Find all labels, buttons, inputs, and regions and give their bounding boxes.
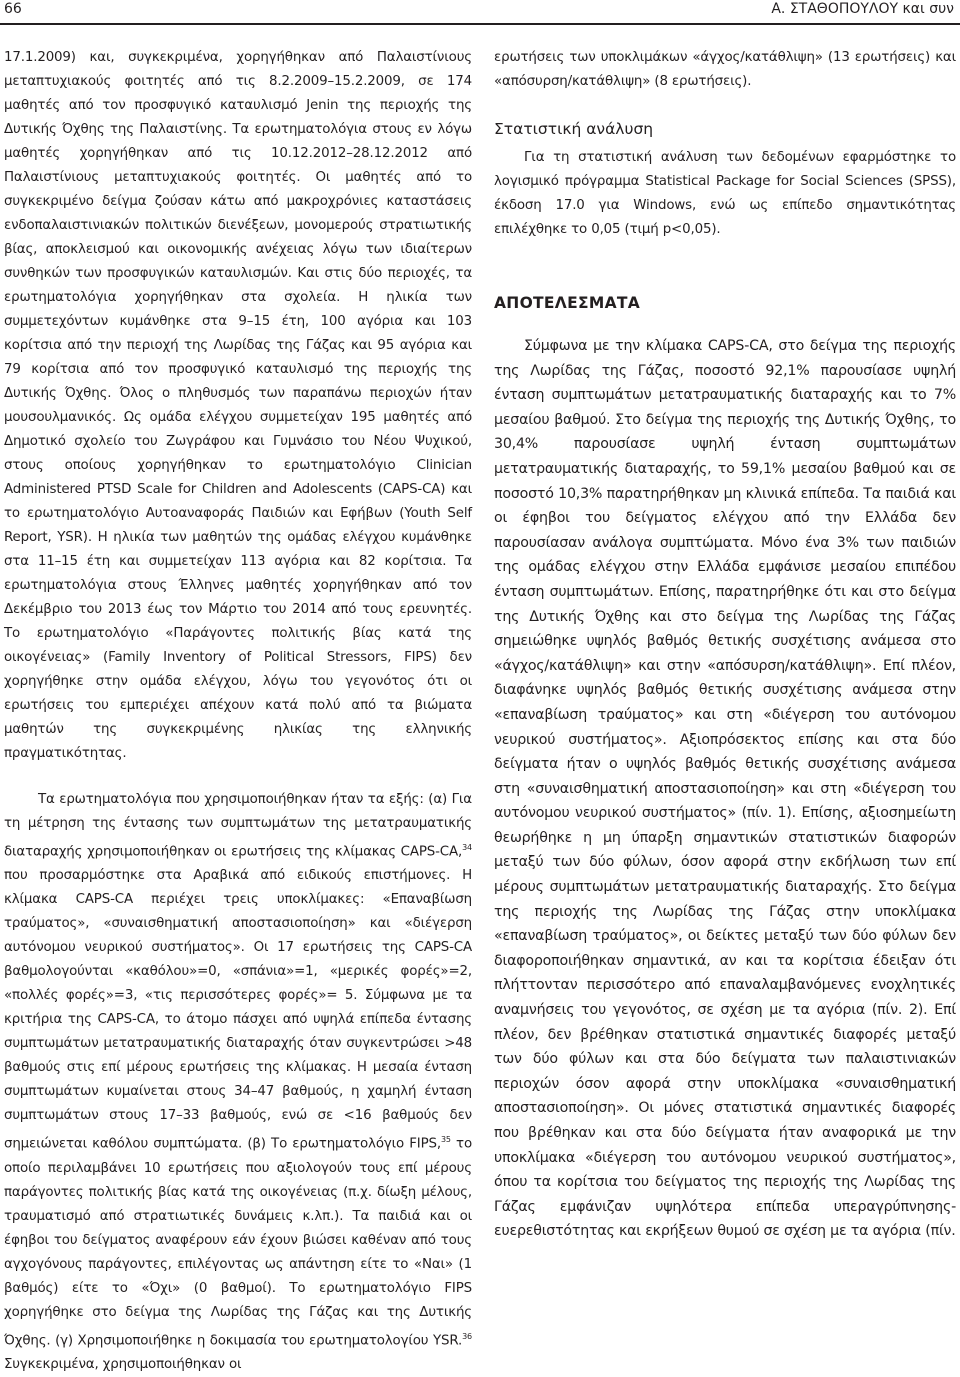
reference-36: 36	[462, 1331, 472, 1341]
instruments-text-b: που προσαρμόστηκε στα Αραβικά από ειδικούς επιστήμονες. Η κλίμακα CAPS-CA περιέχει τρεις υποκλίμακες: «Επαναβίωση τραύματος», «συναισθηματική αποστασιοποίηση» και «διέγερση αυτόνομου νευρικού συστήματος». Οι 17 ερωτήσεις της CAPS-CA βαθμολογούνται «καθόλου»=0, «σπάνια»=1, «μερικές φορές»=2, «πολλές φορές»=3, «τις περισσότερες φορές»= 5. Σύμφωνα με τα κριτήρια της CAPS-CA, το άτομο πάσχει από υψηλά επίπεδα έντασης συμπτωμάτων μετατραυματικής διαταραχής όταν συγκεντρώσει >48 βαθμούς στις επί μέρους ερωτήσεις της κλίμακας. Η μεσαία ένταση συμπτωμάτων κυμαίνεται στους 34–47 βαθμούς, η χαμηλή ένταση συμπτωμάτων στους 17–33 βαθμούς, ενώ σε <16 βαθμούς δεν σημειώνεται καθόλου συμπτώματα. (β) Το ερωτηματολόγιο FIPS,	[4, 868, 472, 1152]
participants-paragraph: 17.1.2009) και, συγκεκριμένα, χορηγήθηκαν από Παλαιστίνιους μεταπτυχιακούς φοιτητές από τις 8.2.2009–15.2.2009, σε 174 μαθητές από τον προσφυγικό καταυλισμό Jenin της περιοχής της Δυτικής Όχθης της Παλαιστίνης. Τα ερωτηματολόγια στους εν λόγω μαθητές χορηγήθηκαν από τις 10.12.2012–28.12.2012 από Παλαιστίνιους μεταπτυχιακούς φοιτητές. Οι μαθητές από το συγκεκριμένο δείγμα ζούσαν κάτω από μακροχρόνιες καταστάσεις ενδοπαλαιστινιακών πολιτικών διενέξεων, μονομερούς στρατιωτικής βίας, αποκλεισμού και οικονομικής ανέχειας λόγω των ιδιαίτερων συνθηκών των προσφυγικών καταυλισμών. Και στις δύο περιοχές, τα ερωτηματολόγια χορηγήθηκαν στα σχολεία. Η ηλικία των συμμετεχόντων κυμάνθηκε στα 9–15 έτη, 100 αγόρια και 103 κορίτσια από την περιοχή της Λωρίδας της Γάζας και 95 αγόρια και 79 κορίτσια από τον προσφυγικό καταυλισμό της περιοχής της Δυτικής Όχθης. Όλος ο πληθυσμός των παραπάνω περιοχών ήταν μουσουλμανικός. Ως ομάδα ελέγχου συμμετείχαν 195 μαθητές από Δημοτικό σχολείο του Ζωγράφου και Γυμνάσιο του Νέου Ψυχικού, στους οποίους χορηγήθηκαν το ερωτηματολόγιο Clinician Administered PTSD Scale for Children and Adolescents (CAPS-CA) και το ερωτηματολόγιο Αυτοαναφοράς Παιδιών και Εφήβων (Youth Self Report, YSR). Η ηλικία των μαθητών της ομάδας ελέγχου κυμάνθηκε στα 11–15 έτη και συμμετείχαν 113 αγόρια και 82 κορίτσια. Τα ερωτηματολόγια στους Έλληνες μαθητές χορηγήθηκαν από τον Δεκέμβριο του 2013 έως τον Μάρτιο του 2014 από τους ερευνητές. Το ερωτηματολόγιο «Παράγοντες πολιτικής βίας κατά της οικογένειας» (Family Inventory of Political Stressors, FIPS) δεν χορηγήθηκε στην ομάδα ελέγχου, λόγω του γεγονότος ότι οι ερωτήσεις του εμπεριέχει απέχουν κατά πολύ από τα βιώματα μαθητών της συγκεκριμένης ηλικίας της ελληνικής πραγματικότητας.	[4, 50, 472, 761]
results-heading: ΑΠΟΤΕΛΕΣΜΑΤΑ	[494, 294, 641, 312]
left-column	[4, 46, 473, 1373]
instruments-paragraph	[4, 788, 472, 1377]
instruments-text-c: το οποίο περιλαμβάνει 10 ερωτήσεις που αξιολογούν τους επί μέρους παράγοντες πολιτικής βίας κατά της οικογένειας (π.χ. δίωξη μέλους, τραυματισμό από στρατιωτικές δυνάμεις κ.λπ.). Τα παιδιά και οι έφηβοι του δείγματος αναφέρουν εάν έχουν βιώσει καθέναν από τους αγχογόνους παράγοντες, επιλέγοντας ως απάντηση είτε το «Ναι» (1 βαθμός) είτε το «Όχι» (0 βαθμοί). Το ερωτηματολόγιο FIPS χορηγήθηκε στο δείγμα της Λωρίδας της Γάζας και της Δυτικής Όχθης. (γ) Χρησιμοποιήθηκε η δοκιμασία του ερωτηματολογίου YSR.	[4, 1136, 473, 1349]
instruments-text-d: Συγκεκριμένα, χρησιμοποιήθηκαν οι	[4, 1357, 242, 1373]
instruments-text-a: Τα ερωτηματολόγια που χρησιμοποιήθηκαν ήταν τα εξής: (α) Για τη μέτρηση της έντασης των συμπτωμάτων της μετατραυματικής διαταραχής χρησιμοποιήθηκαν οι ερωτήσεις της κλίμακας CAPS-CA,	[4, 792, 472, 860]
page-number: 66	[4, 1, 22, 17]
subscales-continuation: ερωτήσεις των υποκλιμάκων «άγχος/κατάθλιψη» (13 ερωτήσεις) και «απόσυρση/κατάθλιψη» (8 ερωτήσεις).	[494, 50, 956, 89]
reference-34: 34	[462, 843, 472, 852]
header-rule	[0, 23, 960, 25]
statistics-paragraph: Για τη στατιστική ανάλυση των δεδομένων εφαρμόστηκε το λογισμικό πρόγραμμα Statistical Package for Social Sciences (SPSS), έκδοση 17.0 για Windows, ενώ ως επίπεδο σημαντικότητας επιλέχθηκε το 0,05 (τιμή p<0,05).	[494, 150, 956, 237]
right-column	[494, 46, 956, 1346]
running-head: Α. ΣΤΑΘΟΠΟΥΛΟΥ και συν	[771, 1, 954, 17]
reference-35: 35	[440, 1135, 451, 1145]
page-header	[0, 0, 960, 23]
statistics-subheading: Στατιστική ανάλυση	[494, 120, 654, 138]
results-paragraph: Σύμφωνα με την κλίμακα CAPS-CA, στο δείγμα της περιοχής της Λωρίδας της Γάζας, ποσοστό 92,1% παρουσίασε υψηλή ένταση συμπτωμάτων μετατραυματικής διαταραχής και το 7% μεσαίου βαθμού. Στο δείγμα της περιοχής της Δυτικής Όχθης, το 30,4% παρουσίασε υψηλή ένταση συμπτωμάτων μετατραυματικής διαταραχής, το 59,1% μεσαίου βαθμού και σε ποσοστό 10,3% παρατηρήθηκαν μη κλινικά επίπεδα. Τα παιδιά και οι έφηβοι του δείγματος ελέγχου από την Ελλάδα δεν παρουσίασαν ανάλογα συμπτώματα. Μόνο ένα 3% των παιδιών της ομάδας ελέγχου στην Ελλάδα εμφάνισε μεσαίου επιπέδου ένταση συμπτωμάτων. Επίσης, παρατηρήθηκε ότι και στο δείγμα της Δυτικής Όχθης και στο δείγμα της Λωρίδας της Γάζας σημειώθηκε υψηλός βαθμός θετικής συσχέτισης ανάμεσα στο «άγχος/κατάθλιψη» και στην «απόσυρση/κατάθλιψη». Επί πλέον, διαφάνηκε υψηλός βαθμός θετικής συσχέτισης ανάμεσα στην «επαναβίωση τραύματος» και στη «διέγερση του αυτόνομου νευρικού συστήματος». Αξιοπρόσεκτος επίσης και στα δύο δείγματα ήταν ο υψηλός βαθμός θετικής συσχέτισης ανάμεσα στη «συναισθηματική αποστασιοποίηση» και στη «διέγερση του αυτόνομου νευρικού συστήματος» (πίν. 1). Επίσης, αξιοσημείωτη θεωρήθηκε η μη ύπαρξη σημαντικών στατιστικών διαφορών μεταξύ των δύο φύλων, όσον αφορά στην εκδήλωση των επί μέρους συμπτωμάτων μετατραυματικής διαταραχής. Στο δείγμα της περιοχής της Λωρίδας της Γάζας στην υποκλίμακα «επαναβίωση τραύματος», οι δείκτες μεταξύ των δύο φύλων δεν διαφοροποιήθηκαν σημαντικά, αν και τα κορίτσια έδειξαν ότι πλήττονταν περισσότερο από επαναλαμβανόμενες ενοχλητικές αναμνήσεις του γεγονότος, σε σχέση με τα αγόρια (πίν. 2). Επί πλέον, δεν βρέθηκαν στατιστικά σημαντικές διαφορές μεταξύ των δύο φύλων και στα δύο δείγματα των παλαιστινιακών περιοχών όσον αφορά στην υποκλίμακα «συναισθηματική αποστασιοποίηση». Οι μόνες στατιστικά σημαντικές διαφορές που βρέθηκαν και στα δύο δείγματα ήταν αναφορικά με την υποκλίμακα «διέγερση του αυτόνομου νευρικού συστήματος», όπου τα κορίτσια του δείγματος της περιοχής της Λωρίδας της Γάζας εμφάνιζαν υψηλότερα επίπεδα υπεραγρύπνησης-ευερεθιστότητας και εκρήξεων θυμού σε σχέση με τα αγόρια (πίν.	[494, 338, 956, 1240]
